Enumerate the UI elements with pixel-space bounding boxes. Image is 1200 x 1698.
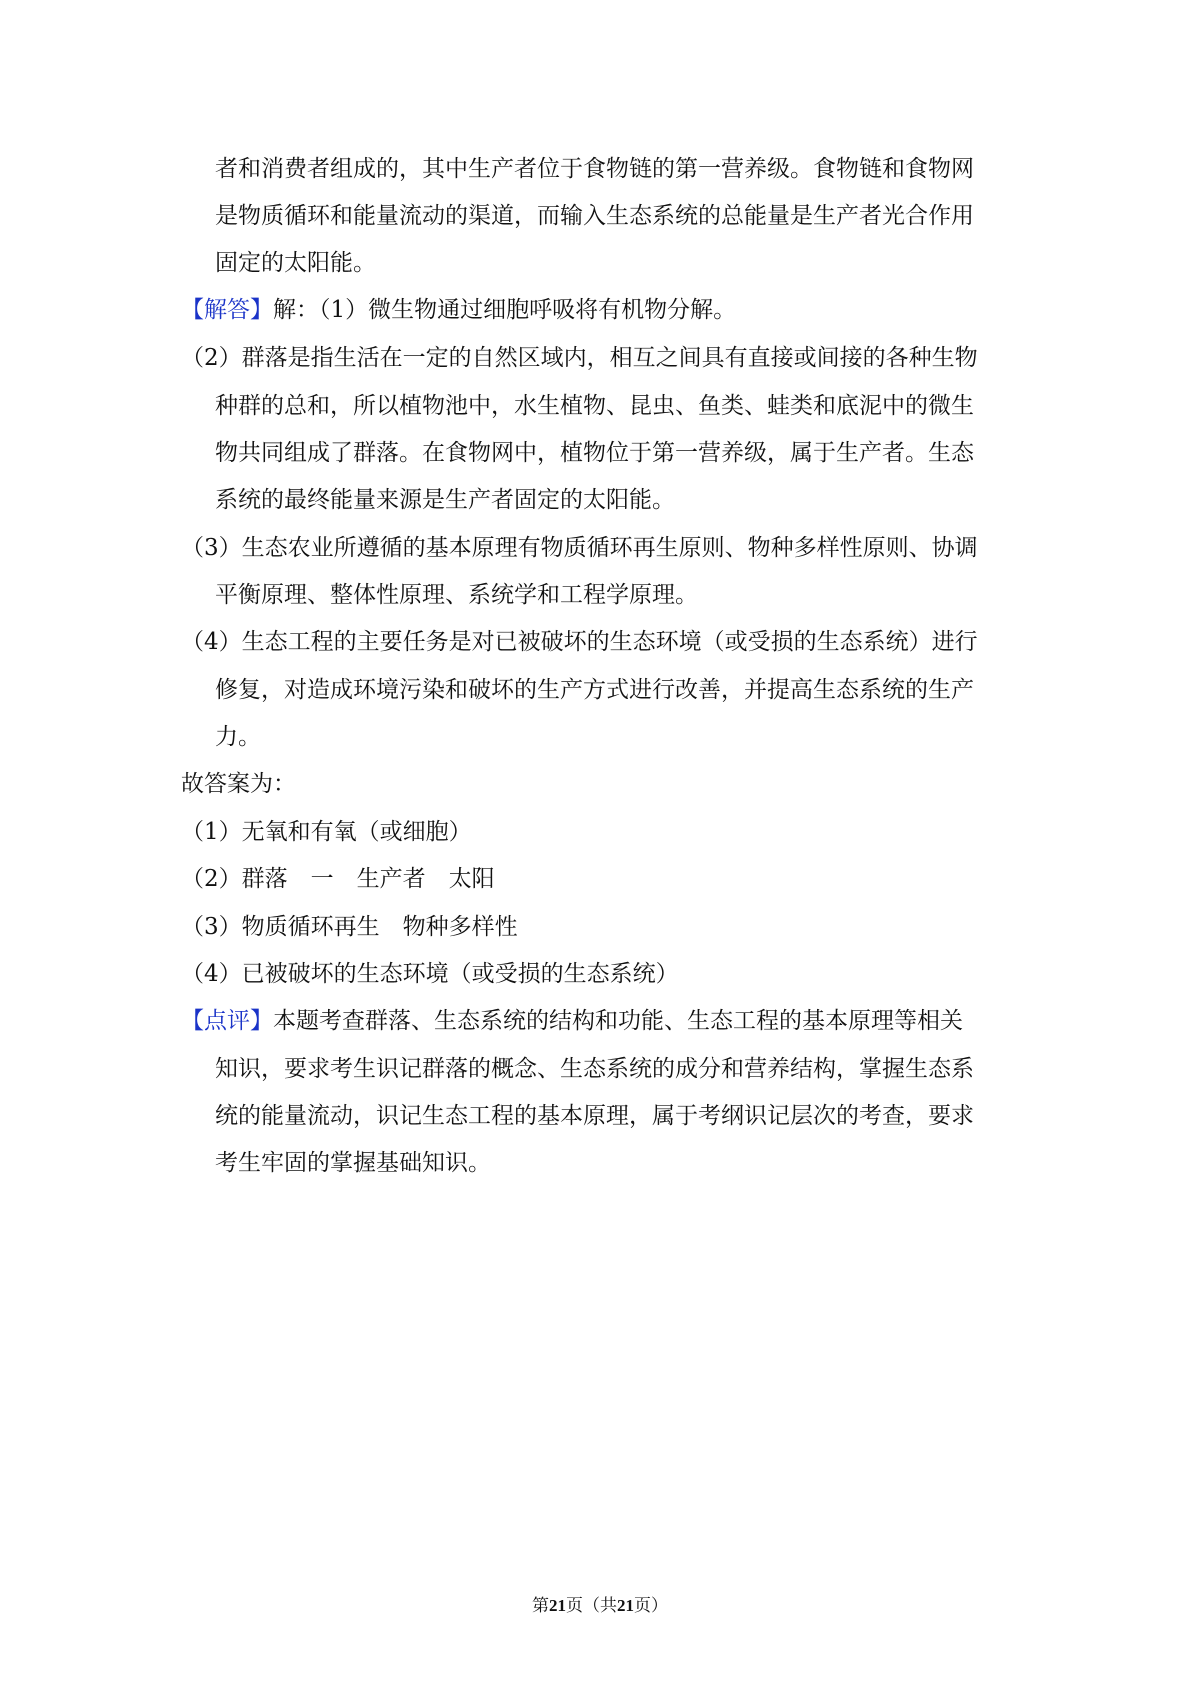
answer-p2-line-1: （2）群落是指生活在一定的自然区域内，相互之间具有直接或间接的各种生物 [181,345,978,371]
comment-label: 【点评】 [181,1008,273,1034]
final-answer-heading: 故答案为： [181,771,296,797]
answer-p2-line-3: 物共同组成了群落。在食物网中，植物位于第一营养级，属于生产者。生态 [215,440,974,466]
final-answer-4: （4）已被破坏的生态环境（或受损的生态系统） [181,961,679,987]
comment-line-3: 统的能量流动，识记生态工程的基本原理，属于考纲识记层次的考查，要求 [215,1103,974,1129]
answer-p2-line-2: 种群的总和，所以植物池中，水生植物、昆虫、鱼类、蛙类和底泥中的微生 [215,393,974,419]
answer-p3-line-1: （3）生态农业所遵循的基本原理有物质循环再生原则、物种多样性原则、协调 [181,535,978,561]
answer-p4-line-3: 力。 [215,724,261,750]
page-footer [0,1594,1200,1618]
footer-suffix: 页） [634,1596,668,1616]
comment-line-2: 知识，要求考生识记群落的概念、生态系统的成分和营养结构，掌握生态系 [215,1056,974,1082]
footer-page-number: 21 [549,1596,566,1615]
analysis-line-3: 固定的太阳能。 [215,250,376,276]
answer-paragraph-1 [181,293,736,327]
answer-p2-line-4: 系统的最终能量来源是生产者固定的太阳能。 [215,487,675,513]
footer-mid: 页（共 [566,1596,617,1616]
answer-text-1: 解：（1）微生物通过细胞呼吸将有机物分解。 [273,297,737,323]
analysis-line-2: 是物质循环和能量流动的渠道，而输入生态系统的总能量是生产者光合作用 [215,203,974,229]
footer-prefix: 第 [532,1596,549,1616]
comment-line-4: 考生牢固的掌握基础知识。 [215,1150,491,1176]
final-answer-3: （3）物质循环再生 物种多样性 [181,914,518,940]
answer-label: 【解答】 [181,297,273,323]
analysis-line-1: 者和消费者组成的，其中生产者位于食物链的第一营养级。食物链和食物网 [215,156,974,182]
comment-text-1: 本题考查群落、生态系统的结构和功能、生态工程的基本原理等相关 [273,1008,963,1034]
answer-p3-line-2: 平衡原理、整体性原理、系统学和工程学原理。 [215,582,698,608]
footer-total-pages: 21 [617,1596,634,1615]
answer-p4-line-2: 修复，对造成环境污染和破坏的生产方式进行改善，并提高生态系统的生产 [215,677,974,703]
answer-p4-line-1: （4）生态工程的主要任务是对已被破坏的生态环境（或受损的生态系统）进行 [181,629,978,655]
final-answer-2: （2）群落 一 生产者 太阳 [181,866,495,892]
final-answer-1: （1）无氧和有氧（或细胞） [181,819,472,845]
comment-line-1 [181,1004,963,1038]
